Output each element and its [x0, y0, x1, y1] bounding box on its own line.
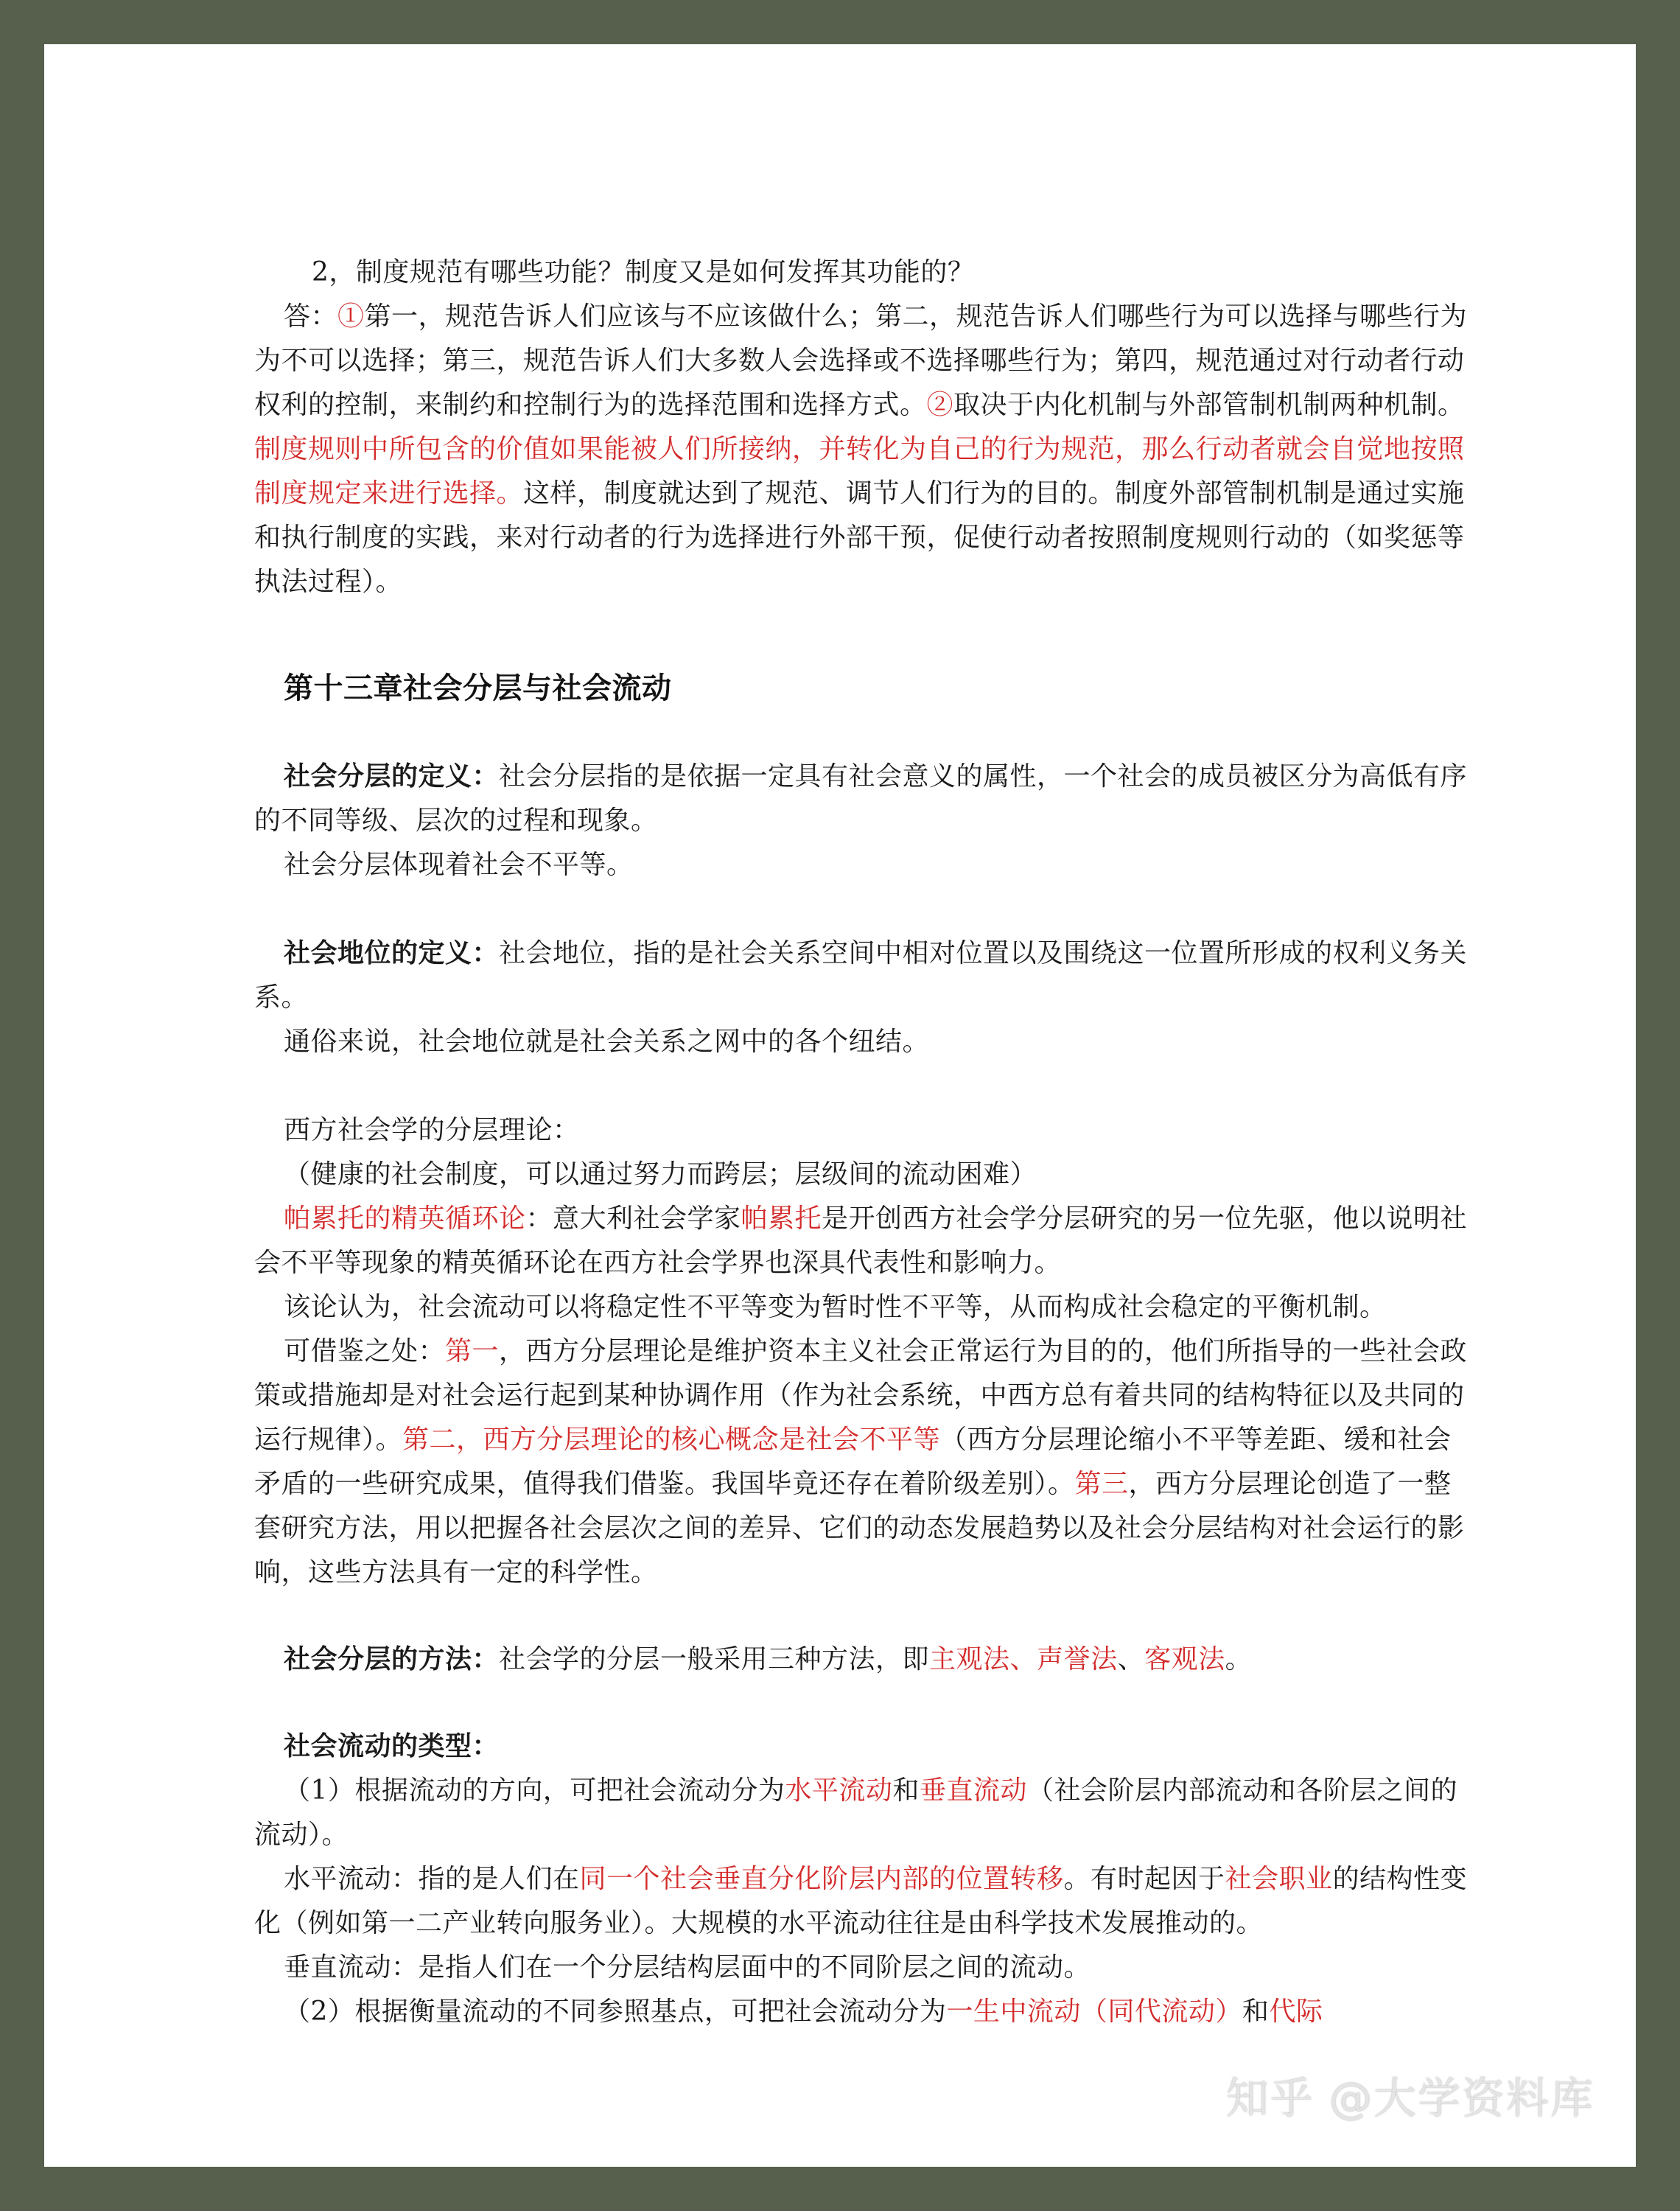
- method-sep-1: 、: [1009, 1644, 1037, 1674]
- point-third-text: ，西方分层理论创造了一整套研究方法，用以把握各社会层次之间的差异、它们的动态发展趋势以及社会分层结构对社会运行的影响，这些方法具有一定的科学性。: [254, 1469, 1465, 1587]
- method-reputation: 声誉法: [1037, 1644, 1118, 1674]
- method-objective: 客观法: [1144, 1644, 1225, 1674]
- theory-paragraph: 该论认为，社会流动可以将稳定性不平等变为暂时性不平等，从而构成社会稳定的平衡机制。: [284, 1292, 1387, 1322]
- mobility-type-1-text: （1）根据流动的方向，可把社会流动分为: [284, 1775, 785, 1806]
- circled-two: ②: [926, 390, 954, 420]
- mobility-and-2: 和: [1242, 1997, 1270, 2027]
- horizontal-term: 水平流动: [785, 1775, 893, 1806]
- mobility-type-1: [254, 1769, 1470, 1857]
- point-first-text: ，西方分层理论是维护资本主义社会正常运行为目的的，他们所指导的一些社会政策或措施却是对社会运行起到某种协调作用（作为社会系统，中西方总有着共同的结构特征以及共同的运行规律）。: [254, 1336, 1468, 1455]
- zhihu-watermark: 知乎 @大学资料库: [1225, 2073, 1595, 2123]
- status-note: 通俗来说，社会地位就是社会关系之网中的各个纽结。: [284, 1027, 930, 1057]
- point-second-text: （西方分层理论缩小不平等差距、缓和社会矛盾的一些研究成果，值得我们借鉴。我国毕竟还存在着阶级差别）。: [254, 1425, 1452, 1499]
- status-label: 社会地位的定义：: [284, 938, 500, 968]
- answer-label: 答：: [284, 301, 338, 332]
- pareto-name: 帕累托: [741, 1204, 822, 1234]
- question-2: 2，制度规范有哪些功能？制度又是如何发挥其功能的？: [312, 257, 975, 287]
- pareto-label: 帕累托的精英循环论: [284, 1204, 526, 1234]
- pareto-paragraph: [254, 1197, 1470, 1285]
- answer-part-2: 取决于内化机制与外部管制机制两种机制。: [953, 390, 1465, 420]
- western-paren: （健康的社会制度，可以通过努力而跨层；层级间的流动困难）: [284, 1159, 1037, 1190]
- intragenerational-term: 一生中流动（同代流动）: [946, 1997, 1242, 2027]
- western-heading: 西方社会学的分层理论：: [284, 1115, 580, 1145]
- mobility-label: 社会流动的类型：: [284, 1731, 500, 1761]
- circled-one: ①: [337, 301, 365, 332]
- methods-label: 社会分层的方法：: [284, 1644, 500, 1674]
- vertical-term: 垂直流动: [919, 1775, 1027, 1806]
- document-body: [254, 251, 1470, 2034]
- mobility-type-1-note: （社会阶层内部流动和各阶层之间的流动）。: [254, 1775, 1457, 1850]
- horizontal-text-3: 的结构性变化（例如第一二产业转向服务业）。大规模的水平流动往往是由科学技术发展推动的。: [254, 1864, 1468, 1938]
- chapter-title: 第十三章社会分层与社会流动: [284, 671, 672, 705]
- answer-part-3: 这样，制度就达到了规范、调节人们行为的目的。制度外部管制机制是通过实施和执行制度的实践，来对行动者的行为选择进行外部干预，促使行动者按照制度规则行动的（如奖惩等执法过程）。: [254, 478, 1465, 597]
- pareto-text-1: ：意大利社会学家: [525, 1204, 741, 1234]
- document-page: [44, 44, 1636, 2167]
- horizontal-paragraph: [254, 1857, 1470, 1946]
- point-second: 第二，西方分层理论的核心概念是社会不平等: [402, 1425, 941, 1455]
- point-third: 第三: [1074, 1469, 1129, 1499]
- status-text: 社会地位，指的是社会关系空间中相对位置以及围绕这一位置所形成的权利义务关系。: [254, 938, 1468, 1013]
- answer-part-1: 第一，规范告诉人们应该与不应该做什么；第二，规范告诉人们哪些行为可以选择与哪些行为为不可以选择；第三，规范告诉人们大多数人会选择或不选择哪些行为；第四，规范通过对行动者行动权利的控制，来制约和控制行为的选择范围和选择方式。: [254, 301, 1468, 420]
- method-end: 。: [1225, 1644, 1253, 1674]
- horizontal-text-2: 。有时起因于: [1063, 1864, 1225, 1894]
- reference-paragraph: [254, 1330, 1470, 1595]
- stratification-note: 社会分层体现着社会不平等。: [284, 850, 634, 880]
- mobility-type-2-text: （2）根据衡量流动的不同参照基点，可把社会流动分为: [284, 1997, 947, 2027]
- mobility-and: 和: [892, 1775, 920, 1806]
- reference-label: 可借鉴之处：: [284, 1336, 446, 1366]
- mobility-heading: [254, 1725, 1470, 1769]
- method-sep-2: 、: [1117, 1644, 1145, 1674]
- answer-highlight: 制度规则中所包含的价值如果能被人们所接纳，并转化为自己的行为规范，那么行动者就会自觉地按照制度规定来进行选择。: [254, 434, 1465, 509]
- vertical-paragraph: 垂直流动：是指人们在一个分层结构层面中的不同阶层之间的流动。: [284, 1952, 1091, 1983]
- stratification-label: 社会分层的定义：: [284, 761, 500, 792]
- point-first: 第一: [445, 1336, 500, 1366]
- methods-paragraph: [254, 1638, 1470, 1682]
- answer-2: [254, 295, 1470, 604]
- horizontal-text-1: 水平流动：指的是人们在: [284, 1864, 580, 1894]
- occupation-highlight: 社会职业: [1225, 1864, 1333, 1894]
- stratification-text: 社会分层指的是依据一定具有社会意义的属性，一个社会的成员被区分为高低有序的不同等级、层次的过程和现象。: [254, 761, 1468, 836]
- status-definition: [254, 932, 1470, 1020]
- stratification-definition: [254, 755, 1470, 843]
- mobility-type-2: [254, 1990, 1470, 2034]
- methods-text: 社会学的分层一般采用三种方法，即: [499, 1644, 930, 1674]
- pareto-text-2: 是开创西方社会学分层研究的另一位先驱，他以说明社会不平等现象的精英循环论在西方社会学界也深具代表性和影响力。: [254, 1204, 1468, 1278]
- intergenerational-term: 代际: [1269, 1997, 1323, 2027]
- method-subjective: 主观法: [929, 1644, 1010, 1674]
- horizontal-highlight: 同一个社会垂直分化阶层内部的位置转移: [579, 1864, 1064, 1894]
